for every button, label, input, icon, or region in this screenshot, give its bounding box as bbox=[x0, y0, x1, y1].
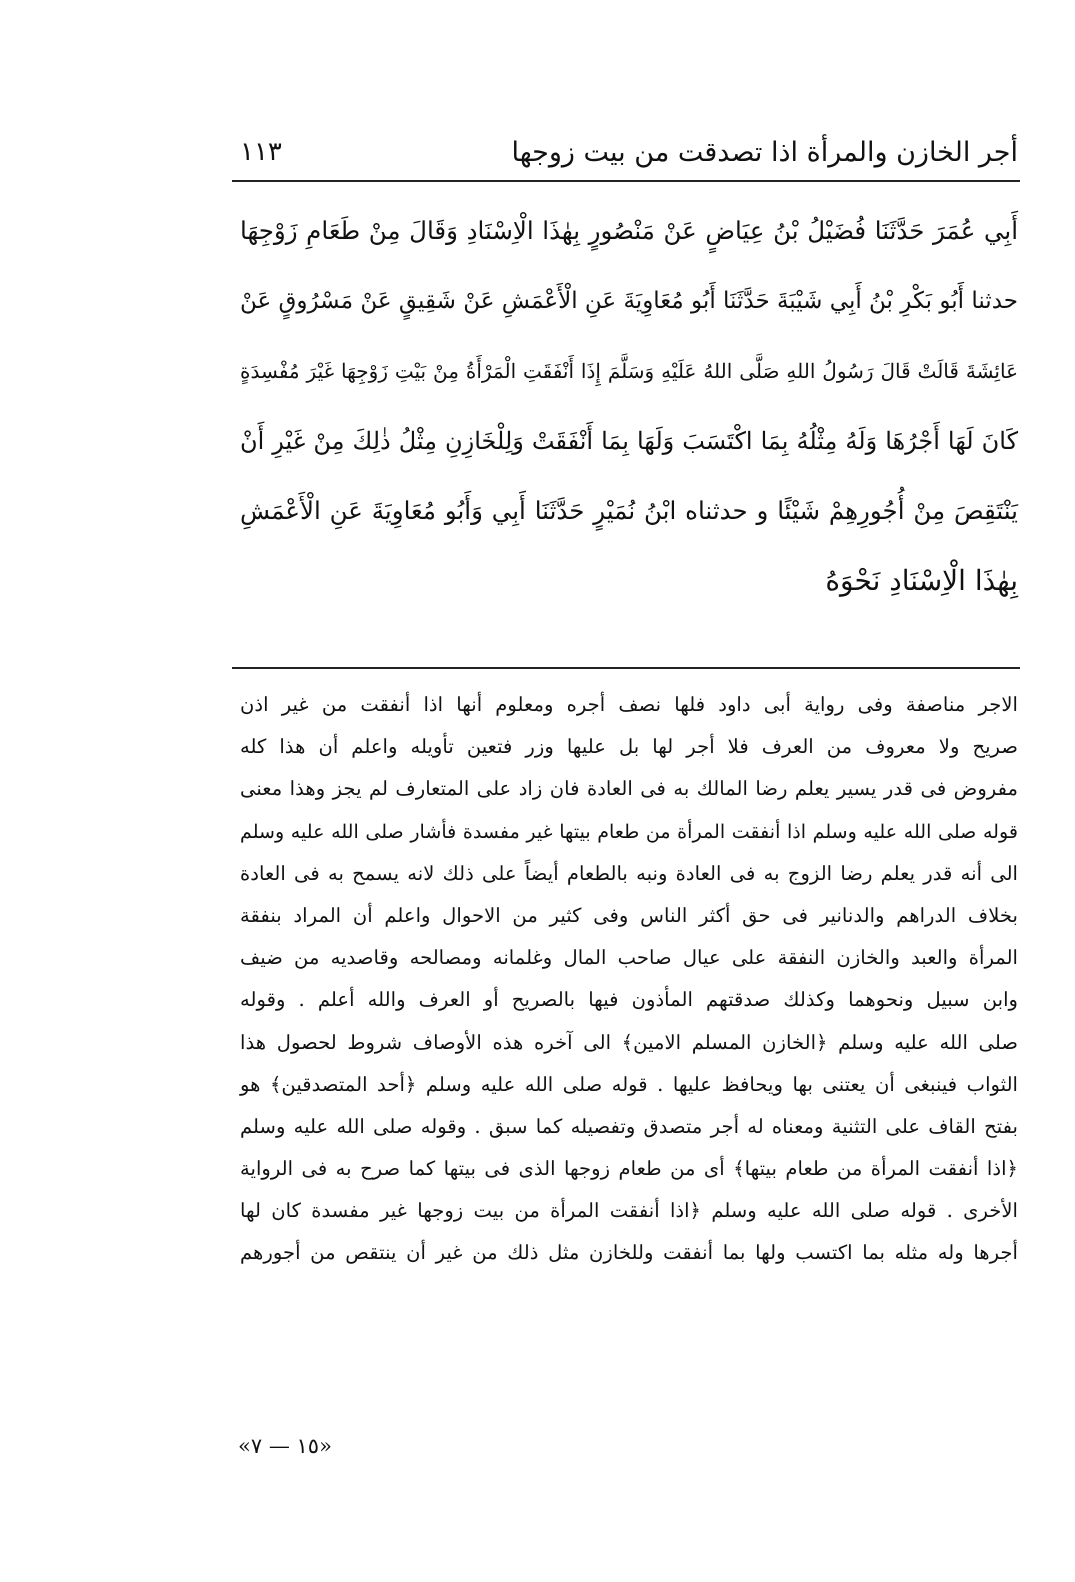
hadith-line: عَائِشَةَ قَالَتْ قَالَ رَسُولُ اللهِ صَلَّى اللهُ عَلَيْهِ وَسَلَّمَ إِذَا أَنْفَقَتِ الْمَرْأَةُ مِنْ بَيْتِ زَوْجِهَا غَيْرَ مُفْسِدَةٍ bbox=[240, 359, 1018, 383]
commentary-line: مفروض فى قدر يسير يعلم رضا المالك به فى العادة فان زاد على المتعارف لم يجز وهذا معنى bbox=[240, 777, 1018, 801]
commentary-line: المرأة والعبد والخازن النفقة على عيال صاحب المال وغلمانه ومصالحه وقاصديه من ضيف bbox=[240, 946, 1018, 970]
commentary-line: بخلاف الدراهم والدنانير فى حق أكثر الناس وفى كثير من الاحوال واعلم أن المراد بنفقة bbox=[240, 903, 1018, 927]
commentary-line: أجرها وله مثله بما اكتسب ولها بما أنفقت وللخازن مثل ذلك من غير أن ينتقص من أجورهم bbox=[240, 1241, 1018, 1265]
commentary-line: الاجر مناصفة وفى رواية أبى داود فلها نصف أجره ومعلوم أنها اذا أنفقت من غير اذن bbox=[240, 693, 1018, 716]
commentary-line: الثواب فينبغى أن يعتنى بها ويحافظ عليها . قوله صلى الله عليه وسلم ﴿أحد المتصدقين﴾ هو bbox=[240, 1072, 1018, 1096]
commentary-line: ﴿اذا أنفقت المرأة من طعام بيتها﴾ أى من طعام زوجها الذى فى بيتها كما صرح به فى الرواية bbox=[240, 1157, 1018, 1181]
hadith-line: بِهٰذَا الْاِسْنَادِ نَحْوَهُ bbox=[825, 564, 1018, 597]
commentary-line: صريح ولا معروف من العرف فلا أجر لها بل عليها وزر فتعين تأويله واعلم أن هذا كله bbox=[240, 735, 1018, 759]
commentary-line: قوله صلى الله عليه وسلم اذا أنفقت المرأة من طعام بيتها غير مفسدة فأشار صلى الله عليه وسلم bbox=[240, 819, 1018, 843]
signature-mark: «١٥ — ٧» bbox=[238, 1434, 332, 1458]
commentary-line: الى أنه قدر يعلم رضا الزوج به فى العادة ونبه بالطعام أيضاً على ذلك لانه يسمح به فى العادة bbox=[240, 861, 1018, 885]
hadith-line: يَنْتَقِصَ مِنْ أُجُورِهِمْ شَيْئًا و حدثناه ابْنُ نُمَيْرٍ حَدَّثَنَا أَبِي وَأَبُو مُعَاوِيَةَ عَنِ الْأَعْمَشِ bbox=[240, 496, 1018, 525]
running-header bbox=[240, 128, 1018, 176]
commentary-line: بفتح القاف على التثنية ومعناه له أجر متصدق وتفصيله كما سبق . وقوله صلى الله عليه وسلم bbox=[240, 1114, 1018, 1138]
hadith-text bbox=[240, 196, 1018, 616]
header-divider bbox=[232, 180, 1020, 182]
commentary-line: وابن سبيل ونحوهما وكذلك صدقتهم المأذون فيها بالصريح أو العرف والله أعلم . وقوله bbox=[240, 988, 1018, 1012]
hadith-line: كَانَ لَهَا أَجْرُهَا وَلَهُ مِثْلُهُ بِمَا اكْتَسَبَ وَلَهَا بِمَا أَنْفَقَتْ وَلِلْخَازِنِ مِثْلُ ذٰلِكَ مِنْ غَيْرِ أَنْ bbox=[240, 427, 1018, 455]
commentary-line: الأخرى . قوله صلى الله عليه وسلم ﴿اذا أنفقت المرأة من بيت زوجها غير مفسدة كان لها bbox=[240, 1199, 1018, 1223]
commentary-text bbox=[240, 684, 1018, 1275]
section-divider bbox=[232, 667, 1020, 669]
page-number: ١١٣ bbox=[240, 137, 282, 167]
hadith-line: حدثنا أَبُو بَكْرِ بْنُ أَبِي شَيْبَةَ حَدَّثَنَا أَبُو مُعَاوِيَةَ عَنِ الْأَعْمَشِ عَنْ شَقِيقٍ عَنْ مَسْرُوقٍ عَنْ bbox=[240, 288, 1018, 314]
commentary-line: صلى الله عليه وسلم ﴿الخازن المسلم الامين﴾ الى آخره هذه الأوصاف شروط لحصول هذا bbox=[240, 1030, 1018, 1054]
hadith-line: أَبِي عُمَرَ حَدَّثَنَا فُضَيْلُ بْنُ عِيَاضٍ عَنْ مَنْصُورٍ بِهٰذَا الْاِسْنَادِ وَقَالَ مِنْ طَعَامِ زَوْجِهَا bbox=[240, 216, 1018, 245]
chapter-title: أجر الخازن والمرأة اذا تصدقت من بيت زوجها bbox=[511, 136, 1018, 168]
